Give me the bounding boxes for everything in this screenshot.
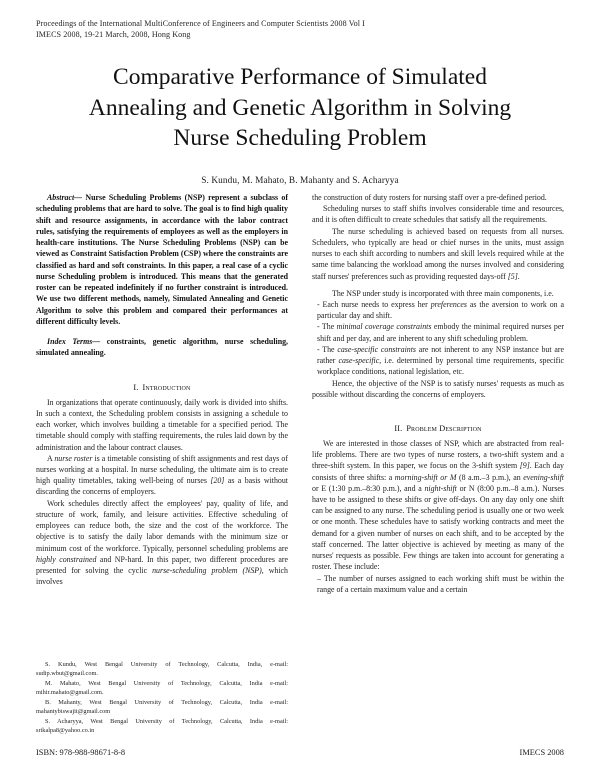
hence-paragraph: Hence, the objective of the NSP is to satisfy nurses' requests as much as possible without discarding the concerns of employers. <box>312 378 564 399</box>
section-heading-introduction <box>36 383 288 392</box>
bullet-case-specific: - The case-specific constraints are not inherent to any NSP instance but are rather case-specific, i.e. determined by personal time requirements, specific workplace conditions, national legislation, etc. <box>317 344 565 377</box>
abstract-label: Abstract— <box>47 193 83 202</box>
author-list: S. Kundu, M. Mahato, B. Mahanty and S. Acharyya <box>201 175 399 186</box>
section-heading-problem-description <box>312 424 564 433</box>
affiliation-2: M. Mahato, West Bengal University of Technology, Calcutta, India e-mail: mihir.mahato@gmail.com. <box>36 679 288 697</box>
section-number-introduction: I. <box>133 382 139 392</box>
title-line-1: Comparative Performance of Simulated <box>113 64 487 90</box>
right-paragraph-4: The NSP under study is incorporated with three main components, i.e. <box>332 288 554 298</box>
index-terms-label: Index Terms— <box>47 337 101 347</box>
abstract-body: Nurse Scheduling Problems (NSP) represent a subclass of scheduling problems that are hard to solve. The goal is to find high quality shift and resource assignments, in accordance with the labor contract rules, satisfying the requirements of employees as well as the employers in health-care institutions. The Nurse Scheduling Problems (NSP) can be viewed as Constraint Satisfaction Problem (CSP) where the constraints are classified as hard and soft constraints. In this paper, a real case of a cyclic nurse Scheduling problem is introduced. This means that the generated roster can be repeated indefinitely if no further constraint is introduced. We use two different methods, namely, Simulated Annealing and Genetic Algorithm to solve this problem and compared their performances at different difficulty levels. <box>36 193 288 326</box>
intro-paragraph-1: In organizations that operate continuously, daily work is divided into shifts. In such a context, the Scheduling problem consists in assigning a schedule to each worker, which involves building a timetable for a specified period. The timetable should comply with staffing requirements, the rules laid down by the administration and the labour contract clauses. <box>36 397 288 452</box>
page-footer <box>36 748 564 757</box>
title-block <box>58 62 542 186</box>
intro-paragraph-3: Work schedules directly affect the employees' pay, quality of life, and structure of work, family, and leisure activities. Effective scheduling of employees can reduce both, the size and the cost of the workforce. The objective is to satisfy the daily labor demands with the minimum size or minimum cost of the workforce. Typically, personnel scheduling problems are highly constrained and NP-hard. In this paper, two different procedures are presented for solving the cyclic nurse-scheduling problem (NSP), which involves <box>36 498 289 587</box>
running-header <box>36 18 564 40</box>
section-number-problem: II. <box>394 423 403 433</box>
body-columns <box>36 192 564 740</box>
affiliation-4: S. Acharyya, West Bengal University of Technology, Calcutta, India e-mail: srikalpa8@yahoo.co.in <box>36 717 288 735</box>
title-line-2: Annealing and Genetic Algorithm in Solving <box>88 94 512 121</box>
section-title-problem: Problem Description <box>406 423 482 433</box>
author-affiliations <box>36 660 288 736</box>
right-paragraph-3: The nurse scheduling is achieved based on requests from all nurses. Schedulers, who typically are head or chief nurses in the units, must assign nurses to each shift according to numbers and skill levels required while at the same time balancing the workload among the nurses involved and considering staff nurses' preferences such as providing requested days-off [5]. <box>312 226 564 281</box>
section-title-introduction: Introduction <box>142 382 191 392</box>
right-paragraph-2: Scheduling nurses to staff shifts involves considerable time and resources, and it is often difficult to create schedules that satisfy all the requirements. <box>312 204 564 225</box>
affiliation-3: B. Mahanty, West Bengal University of Technology, Calcutta, India e-mail: mahantybiswajit@gmail.com <box>36 698 288 716</box>
index-terms-body: constraints, genetic algorithm, nurse scheduling, simulated annealing. <box>36 337 289 358</box>
column-left <box>36 192 288 740</box>
isbn-text: ISBN: 978-988-98671-8-8 <box>36 748 126 757</box>
header-line-2: IMECS 2008, 19-21 March, 2008, Hong Kong <box>36 30 191 40</box>
index-terms-paragraph <box>36 336 288 359</box>
page-title <box>58 62 542 154</box>
intro-paragraph-2: A nurse roster is a timetable consisting of shift assignments and rest days of nurses working at a hospital. In nurse scheduling, the ultimate aim is to create high quality timetables, taking well-being of nurses [20] as a basis without discarding the concerns of employers. <box>36 453 289 497</box>
header-line-1: Proceedings of the International MultiConference of Engineers and Computer Scientists 2008 Vol I <box>36 19 365 28</box>
bullet-minimal-coverage: - The minimal coverage constraints embody the minimal required nurses per shift and per day, and are inherent to any shift scheduling problem. <box>317 322 564 343</box>
right-paragraph-1: the construction of duty rosters for nursing staff over a pre-defined period. <box>312 193 547 202</box>
column-right <box>312 192 564 740</box>
problem-paragraph-1: We are interested in those classes of NSP, which are abstracted from real-life problems. There are two types of nurse rosters, a two-shift system and a three-shift system. In this paper, we focus on the 3-shift system [9]. Each day consists of three shifts: a morning-shift or M (8 a.m.–3 p.m.), an evening-shift or E (1:30 p.m.–8:30 p.m.), and a night-shift or N (8:00 p.m.–8 a.m.). Nurses have to be assigned to these shifts or give off-days. On any day only one shift can be assigned to any nurse. The scheduling period is usually one or two week or one month. These schedules have to satisfy working contracts and meet the demand for a given number of nurses on each shift, and to be accepted by the staff concerned. The latter objective is achieved by meeting as many of the nurses' requests as possible. Few things are taken into account for generating a roster. These include: <box>312 438 564 572</box>
conference-text: IMECS 2008 <box>519 748 564 757</box>
affiliation-1: S. Kundu, West Bengal University of Technology, Calcutta, India, e-mail: sudip.wbut@gmail.com. <box>36 661 288 678</box>
bullet-preferences: - Each nurse needs to express her preferences as the aversion to work on a particular day and shift. <box>317 299 564 321</box>
abstract-paragraph <box>36 192 288 327</box>
title-line-3: Nurse Scheduling Problem <box>173 125 427 152</box>
problem-paragraph-2: – The number of nurses assigned to each working shift must be within the range of a certain maximum value and a certain <box>317 573 564 594</box>
